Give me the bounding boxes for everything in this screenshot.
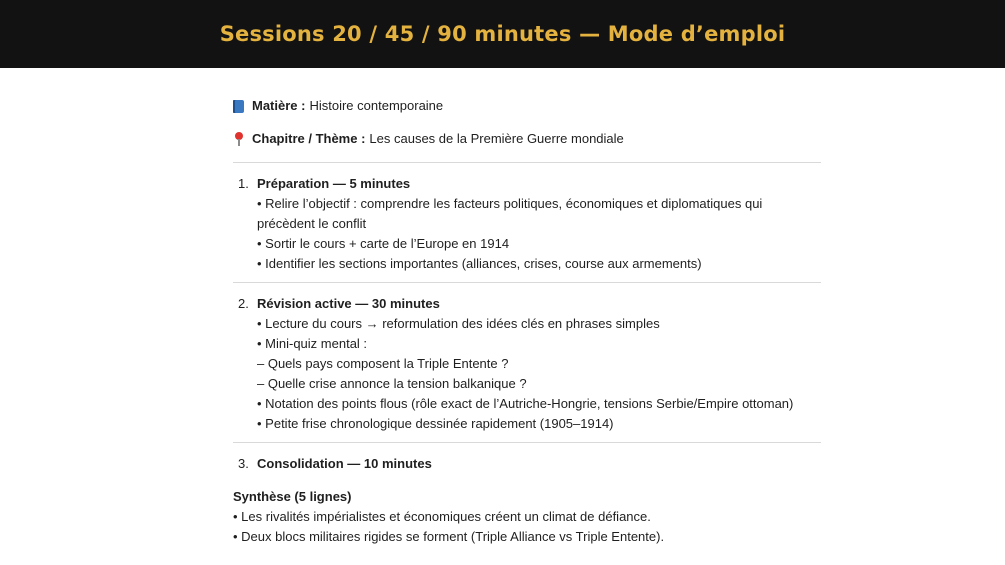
step-line: – Quelle crise annonce la tension balkanique ? (257, 376, 527, 391)
step-line: • Sortir le cours + carte de l’Europe en 1914 (257, 236, 510, 251)
document-body (233, 96, 823, 545)
step-line: • Mini-quiz mental : (257, 336, 368, 351)
step-revision (238, 294, 823, 434)
step-line: • Petite frise chronologique dessinée rapidement (1905–1914) (257, 416, 614, 431)
book-icon (233, 100, 244, 113)
step-number: 1. (238, 176, 249, 191)
title-banner (0, 0, 1005, 68)
synthesis-line: • Deux blocs militaires rigides se forment (Triple Alliance vs Triple Entente). (233, 529, 665, 544)
step-line: – Quels pays composent la Triple Entente ? (257, 356, 509, 371)
step-line: • Relire l’objectif : comprendre les facteurs politiques, économiques et diplomatiques qui précèdent le conflit (257, 196, 763, 231)
chapter-label: Chapitre / Thème : (252, 131, 366, 146)
step-line: • Notation des points flous (rôle exact de l’Autriche-Hongrie, tensions Serbie/Empire ottoman) (257, 396, 794, 411)
step-title: Préparation — 5 minutes (257, 176, 411, 191)
subject-label: Matière : (252, 98, 306, 113)
synthesis-line: • Les rivalités impérialistes et économiques créent un climat de défiance. (233, 509, 651, 524)
divider (233, 162, 821, 163)
step-title: Révision active — 30 minutes (257, 296, 440, 311)
chapter-row (233, 129, 823, 149)
synthesis-title: Synthèse (5 lignes) (233, 489, 352, 504)
step-consolidation (238, 454, 823, 474)
step-number: 3. (238, 456, 249, 471)
chapter-value: Les causes de la Première Guerre mondiale (369, 131, 624, 146)
page-title: Sessions 20 / 45 / 90 minutes — Mode d’emploi (219, 22, 786, 46)
pin-icon (233, 131, 245, 147)
step-line: • Lecture du cours → reformulation des idées clés en phrases simples (257, 316, 660, 331)
divider (233, 442, 821, 443)
divider (233, 282, 821, 283)
step-line: • Identifier les sections importantes (alliances, crises, course aux armements) (257, 256, 702, 271)
step-number: 2. (238, 296, 249, 311)
step-title: Consolidation — 10 minutes (257, 456, 432, 471)
subject-row (233, 96, 823, 116)
subject-value: Histoire contemporaine (309, 98, 444, 113)
step-preparation (238, 174, 823, 274)
